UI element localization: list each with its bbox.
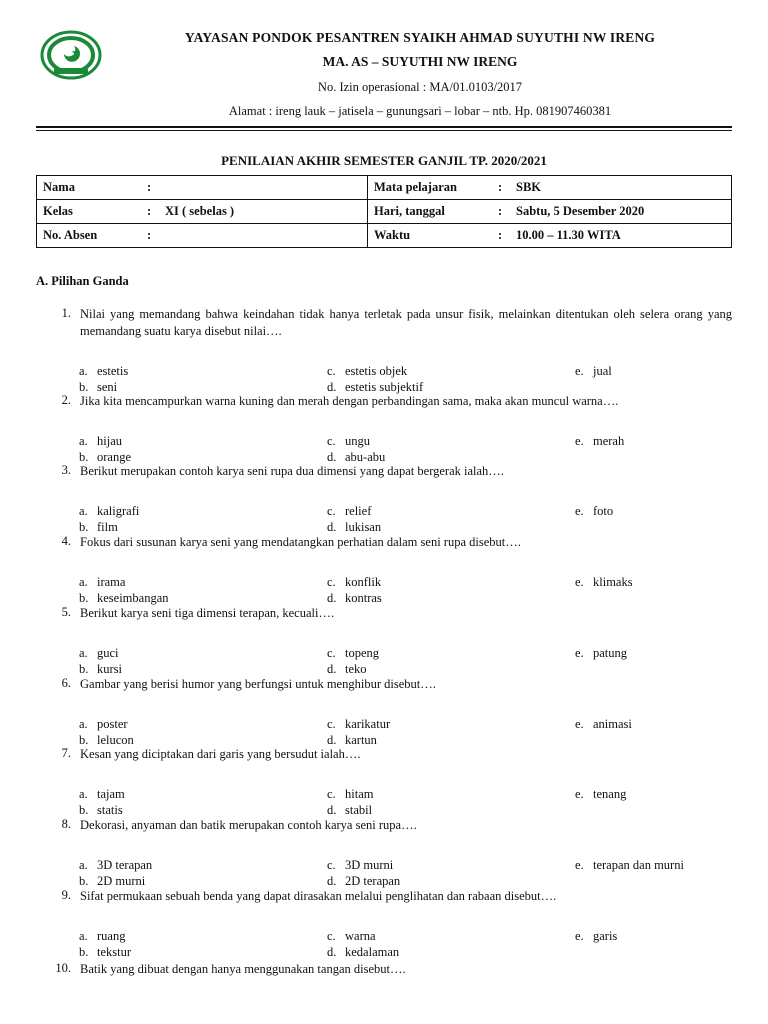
option-letter: e. — [575, 858, 584, 872]
student-info-table — [36, 175, 732, 248]
answer-option-e — [575, 504, 613, 519]
info-colon: : — [498, 180, 503, 194]
answer-option-c — [327, 575, 381, 590]
option-letter: a. — [79, 787, 88, 801]
question-number: 3. — [61, 463, 71, 477]
answer-option-c — [327, 364, 407, 379]
info-label: Hari, tanggal — [374, 204, 445, 218]
option-letter: a. — [79, 717, 88, 731]
answer-option-b — [79, 874, 145, 889]
option-text: relief — [345, 504, 372, 518]
option-text: kartun — [345, 733, 377, 747]
option-letter: e. — [575, 434, 584, 448]
answer-option-a — [79, 717, 128, 732]
option-text: estetis objek — [345, 364, 408, 378]
question-text: Batik yang dibuat dengan hanya menggunakan tangan disebut…. — [80, 962, 406, 976]
option-text: 3D murni — [345, 858, 394, 872]
option-text: 2D terapan — [345, 874, 401, 888]
answer-option-b — [79, 803, 123, 818]
option-text: film — [97, 520, 118, 534]
question-number: 8. — [61, 817, 71, 831]
option-letter: b. — [79, 591, 89, 605]
info-label: Nama — [43, 180, 75, 194]
answer-option-d — [327, 945, 399, 960]
info-label: Waktu — [374, 228, 411, 242]
answer-option-a — [79, 575, 125, 590]
answer-option-b — [79, 945, 131, 960]
option-letter: b. — [79, 450, 89, 464]
option-text: konflik — [345, 575, 382, 589]
option-text: 2D murni — [97, 874, 146, 888]
answer-options — [79, 575, 739, 609]
option-text: klimaks — [593, 575, 633, 589]
option-text: lukisan — [345, 520, 382, 534]
answer-option-d — [327, 733, 377, 748]
info-value: SBK — [516, 180, 542, 194]
info-cell-time — [368, 224, 732, 248]
info-cell-class — [37, 200, 368, 224]
answer-option-e — [575, 929, 617, 944]
option-text: teko — [345, 662, 367, 676]
question-text: Sifat permukaan sebuah benda yang dapat dirasakan melalui penglihatan dan rabaan disebut…. — [80, 889, 557, 903]
option-text: tenang — [593, 787, 627, 801]
info-value: XI ( sebelas ) — [165, 204, 235, 218]
question-text: Berikut merupakan contoh karya seni rupa dua dimensi yang dapat bergerak ialah…. — [80, 464, 504, 478]
info-cell-date — [368, 200, 732, 224]
option-letter: a. — [79, 364, 88, 378]
school-address: Alamat : ireng lauk – jatisela – gunungsari – lobar – ntb. Hp. 081907460381 — [228, 104, 612, 118]
info-label: Kelas — [43, 204, 73, 218]
option-letter: c. — [327, 787, 336, 801]
question-number: 1. — [61, 306, 71, 320]
option-text: warna — [345, 929, 376, 943]
answer-options — [79, 929, 739, 963]
section-title: A. Pilihan Ganda — [36, 274, 129, 288]
option-text: garis — [593, 929, 618, 943]
option-letter: d. — [327, 733, 337, 747]
info-value: 10.00 – 11.30 WITA — [516, 228, 621, 242]
option-letter: c. — [327, 717, 336, 731]
answer-option-c — [327, 929, 376, 944]
info-colon: : — [147, 204, 152, 218]
question-text: Kesan yang diciptakan dari garis yang bersudut ialah…. — [80, 747, 361, 761]
option-letter: b. — [79, 874, 89, 888]
option-letter: b. — [79, 520, 89, 534]
info-colon: : — [498, 204, 503, 218]
option-text: estetis subjektif — [345, 380, 424, 394]
info-colon: : — [147, 180, 152, 194]
answer-option-c — [327, 717, 390, 732]
question-number: 9. — [61, 888, 71, 902]
info-label: No. Absen — [43, 228, 98, 242]
info-cell-name — [37, 176, 368, 200]
option-text: hitam — [345, 787, 374, 801]
school-name: MA. AS – SUYUTHI NW IRENG — [322, 54, 518, 69]
option-letter: b. — [79, 945, 89, 959]
option-text: patung — [593, 646, 628, 660]
answer-option-b — [79, 662, 122, 677]
option-text: 3D terapan — [97, 858, 153, 872]
option-letter: c. — [327, 364, 336, 378]
answer-option-c — [327, 646, 379, 661]
question-item — [36, 961, 732, 978]
option-text: terapan dan murni — [593, 858, 684, 872]
answer-option-a — [79, 646, 119, 661]
answer-option-b — [79, 733, 134, 748]
answer-option-d — [327, 591, 382, 606]
option-letter: d. — [327, 945, 337, 959]
option-letter: c. — [327, 575, 336, 589]
option-letter: c. — [327, 434, 336, 448]
answer-option-e — [575, 858, 684, 873]
answer-option-d — [327, 662, 367, 677]
option-text: orange — [97, 450, 132, 464]
option-text: keseimbangan — [97, 591, 169, 605]
question-text: Dekorasi, anyaman dan batik merupakan contoh karya seni rupa…. — [80, 818, 417, 832]
option-text: hijau — [97, 434, 122, 448]
info-value: Sabtu, 5 Desember 2020 — [516, 204, 645, 218]
question-item — [36, 306, 732, 340]
option-text: irama — [97, 575, 126, 589]
header-divider-thin — [36, 130, 732, 131]
option-text: ungu — [345, 434, 370, 448]
option-text: kursi — [97, 662, 122, 676]
option-letter: d. — [327, 450, 337, 464]
option-text: merah — [593, 434, 625, 448]
option-letter: e. — [575, 929, 584, 943]
answer-options — [79, 717, 739, 751]
option-text: kaligrafi — [97, 504, 140, 518]
foundation-name: YAYASAN PONDOK PESANTREN SYAIKH AHMAD SUYUTHI NW IRENG — [184, 30, 656, 45]
answer-option-e — [575, 364, 612, 379]
answer-option-d — [327, 380, 423, 395]
answer-option-a — [79, 858, 152, 873]
answer-options — [79, 858, 739, 892]
answer-option-c — [327, 858, 393, 873]
option-text: kontras — [345, 591, 382, 605]
option-text: tekstur — [97, 945, 132, 959]
option-letter: d. — [327, 803, 337, 817]
option-text: jual — [593, 364, 612, 378]
answer-option-d — [327, 520, 381, 535]
option-letter: a. — [79, 434, 88, 448]
question-number: 10. — [55, 961, 71, 975]
answer-option-e — [575, 787, 626, 802]
info-colon: : — [498, 228, 503, 242]
option-letter: d. — [327, 380, 337, 394]
option-letter: c. — [327, 504, 336, 518]
option-letter: b. — [79, 733, 89, 747]
answer-option-d — [327, 803, 372, 818]
question-number: 2. — [61, 393, 71, 407]
answer-option-d — [327, 874, 400, 889]
option-letter: e. — [575, 646, 584, 660]
option-letter: d. — [327, 520, 337, 534]
exam-title: PENILAIAN AKHIR SEMESTER GANJIL TP. 2020/2021 — [221, 153, 547, 168]
info-label: Mata pelajaran — [374, 180, 457, 194]
option-text: lelucon — [97, 733, 134, 747]
answer-option-b — [79, 450, 131, 465]
info-colon: : — [147, 228, 152, 242]
answer-option-a — [79, 504, 139, 519]
answer-options — [79, 787, 739, 821]
option-letter: e. — [575, 575, 584, 589]
info-row — [37, 224, 732, 248]
answer-option-b — [79, 520, 118, 535]
option-letter: e. — [575, 504, 584, 518]
option-letter: a. — [79, 929, 88, 943]
answer-option-e — [575, 434, 624, 449]
option-text: topeng — [345, 646, 380, 660]
answer-option-a — [79, 434, 122, 449]
answer-options — [79, 364, 739, 398]
option-letter: a. — [79, 858, 88, 872]
option-letter: d. — [327, 874, 337, 888]
option-letter: c. — [327, 646, 336, 660]
option-text: seni — [97, 380, 118, 394]
answer-option-a — [79, 364, 128, 379]
question-text: Nilai yang memandang bahwa keindahan tidak hanya terletak pada unsur fisik, melainkan ditentukan oleh selera orang yang memandang suatu karya disebut nilai…. — [80, 307, 732, 338]
option-text: ruang — [97, 929, 126, 943]
option-text: kedalaman — [345, 945, 400, 959]
option-text: animasi — [593, 717, 632, 731]
question-text: Gambar yang berisi humor yang berfungsi untuk menghibur disebut…. — [80, 677, 436, 691]
question-text: Fokus dari susunan karya seni yang mendatangkan perhatian dalam seni rupa disebut…. — [80, 535, 521, 549]
option-letter: d. — [327, 591, 337, 605]
option-letter: b. — [79, 380, 89, 394]
option-letter: e. — [575, 364, 584, 378]
option-text: guci — [97, 646, 119, 660]
answer-options — [79, 646, 739, 680]
question-text: Berikut karya seni tiga dimensi terapan, kecuali…. — [80, 606, 335, 620]
question-number: 5. — [61, 605, 71, 619]
question-number: 4. — [61, 534, 71, 548]
info-row — [37, 176, 732, 200]
option-letter: b. — [79, 803, 89, 817]
option-text: poster — [97, 717, 128, 731]
answer-option-c — [327, 504, 371, 519]
header-divider-thick — [36, 126, 732, 128]
answer-option-d — [327, 450, 385, 465]
answer-option-c — [327, 787, 373, 802]
permit-number: No. Izin operasional : MA/01.0103/2017 — [317, 80, 523, 94]
question-text: Jika kita mencampurkan warna kuning dan merah dengan perbandingan sama, maka akan muncul warna…. — [80, 394, 619, 408]
answer-option-b — [79, 380, 117, 395]
answer-option-a — [79, 787, 125, 802]
option-letter: e. — [575, 717, 584, 731]
question-number: 7. — [61, 746, 71, 760]
option-letter: c. — [327, 929, 336, 943]
answer-option-e — [575, 717, 632, 732]
option-letter: c. — [327, 858, 336, 872]
info-cell-subject — [368, 176, 732, 200]
info-cell-absen — [37, 224, 368, 248]
option-letter: d. — [327, 662, 337, 676]
option-letter: a. — [79, 575, 88, 589]
option-letter: a. — [79, 504, 88, 518]
answer-options — [79, 434, 739, 468]
school-logo — [40, 30, 102, 80]
option-text: tajam — [97, 787, 125, 801]
answer-option-c — [327, 434, 370, 449]
option-text: karikatur — [345, 717, 391, 731]
option-letter: e. — [575, 787, 584, 801]
option-text: stabil — [345, 803, 373, 817]
option-text: estetis — [97, 364, 129, 378]
option-text: abu-abu — [345, 450, 386, 464]
option-text: foto — [593, 504, 614, 518]
option-text: statis — [97, 803, 123, 817]
answer-option-e — [575, 575, 633, 590]
option-letter: b. — [79, 662, 89, 676]
answer-option-e — [575, 646, 627, 661]
answer-options — [79, 504, 739, 538]
option-letter: a. — [79, 646, 88, 660]
school-crest-icon — [40, 30, 102, 80]
answer-option-b — [79, 591, 169, 606]
answer-option-a — [79, 929, 125, 944]
question-number: 6. — [61, 676, 71, 690]
info-row — [37, 200, 732, 224]
